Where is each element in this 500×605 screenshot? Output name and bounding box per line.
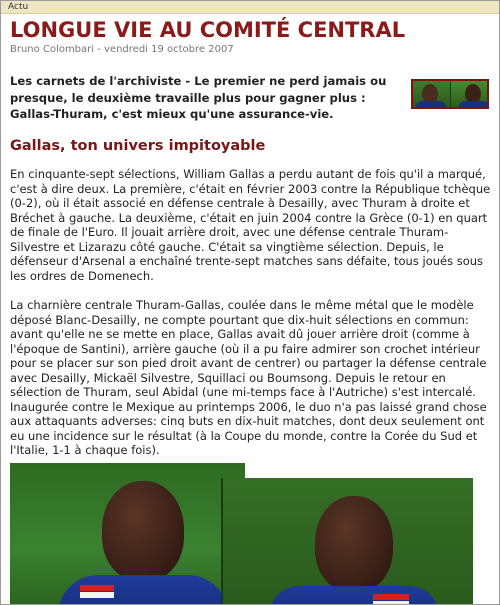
article-lead: Les carnets de l'archiviste - Le premier ne perd jamais ou presque, le deuxième travaille plus pour gagner plus : Gallas-Thuram, c'est mieux qu'une assurance-vie. [10,74,387,121]
article-photo-left [10,463,245,605]
section-rubric[interactable]: Actu [1,1,499,14]
article-paragraph-2: La charnière centrale Thuram-Gallas, coulée dans le même métal que le modèle déposé Blanc-Desailly, ne compte pourtant que dix-huit sélections en commun: avant qu'elle ne se mette en place, Gallas avait dû jouer arrière droit (comme à l'époque de Santini), arrière gauche (où il a pu faire admirer son crochet intérieur pour se placer sur son pied droit avant de centrer) ou partager la défense centrale avec Desailly, Mickaël Silvestre, Squillaci ou Boumsong. Depuis le retour en sélection de Thuram, seul Abidal (une mi-temps face à l'Autriche) s'est intercalé. Inaugurée contre le Mexique au printemps 2006, le duo n'a pas laissé grand chose aux attaquants adverses: cinq buts en dix-huit matches, dont deux seulement ont eu une incidence sur le résultat (à la Coupe du monde, contre la Corée du Sud et l'Italie, 1-1 à chaque fois). [10,298,487,457]
article-subheading: Gallas, ton univers impitoyable [10,138,266,154]
article-paragraph-1: En cinquante-sept sélections, William Gallas a perdu autant de fois qu'il a marqué, c'est à dire deux. La première, c'était en février 2003 contre la République tchèque (0-2), où il était associé en défense centrale à Desailly, avec Thuram à droite et Bréchet à gauche. La deuxième, c'était en juin 2004 contre la Grèce (0-1) en quart de finale de l'Euro. Il jouait arrière droit, avec une défense centrale Thuram-Silvestre et Lizarazu côté gauche. C'était sa vingtième sélection. Depuis, le défenseur d'Arsenal a enchaîné trente-sept matches sans défaite, tous joués sous les ordres de Domenech. [10,167,491,283]
article-photo-right [221,478,473,605]
article-thumbnail[interactable] [411,79,489,109]
article-title: LONGUE VIE AU COMITÉ CENTRAL [10,18,406,42]
article-byline: Bruno Colombari - vendredi 19 octobre 2007 [10,44,234,55]
thumbnail-player-right [450,81,488,107]
thumbnail-player-left [413,81,450,107]
